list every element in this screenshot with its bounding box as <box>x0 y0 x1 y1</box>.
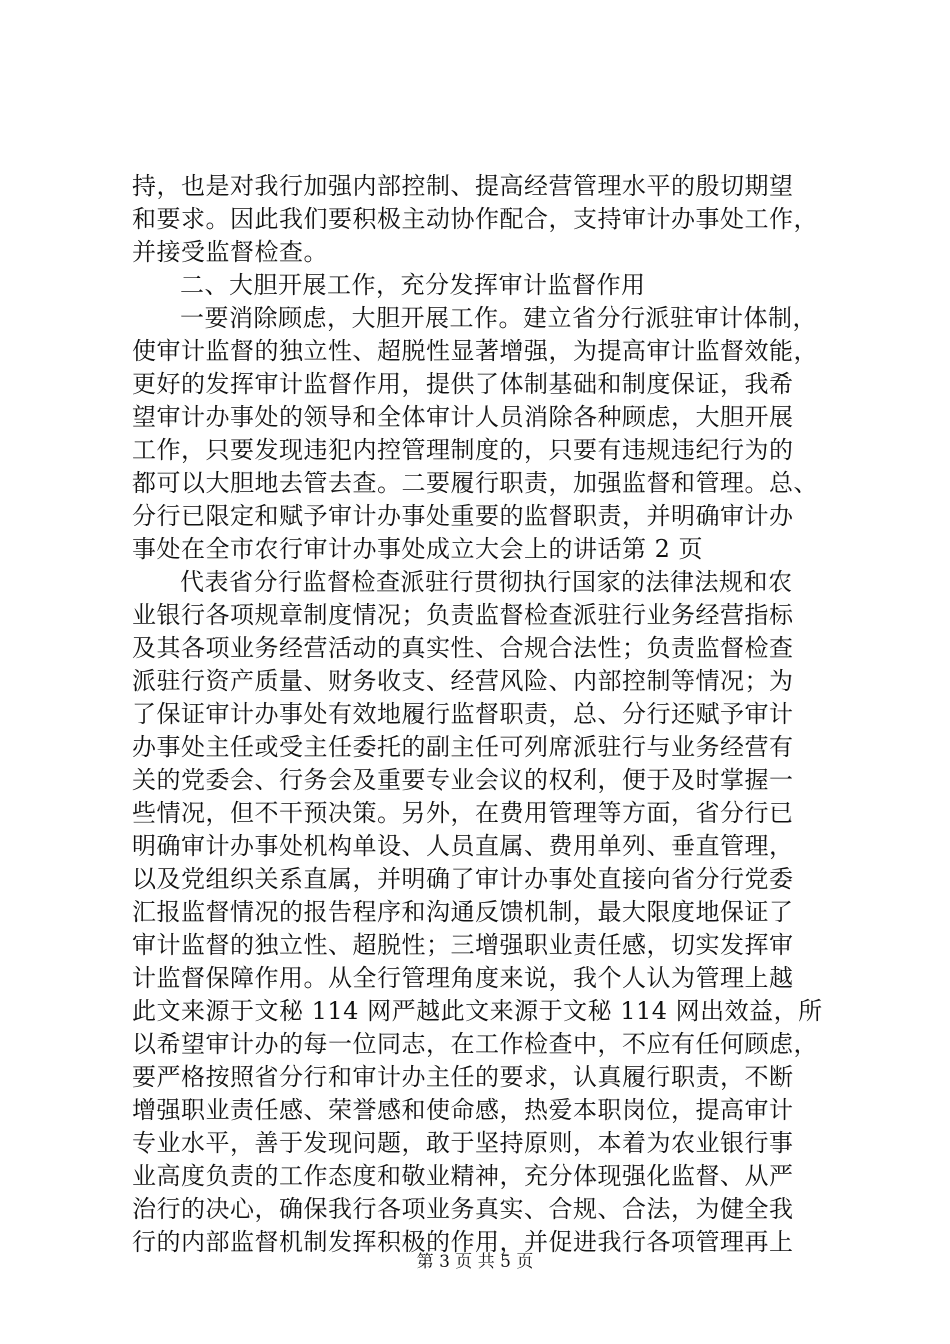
text-line: 代表省分行监督检查派驻行贯彻执行国家的法律法规和农 <box>180 568 793 596</box>
text-line: 治行的决心，确保我行各项业务真实、合规、合法，为健全我 <box>132 1195 794 1223</box>
text-line: 关的党委会、行务会及重要专业会议的权利，便于及时掌握一 <box>132 766 794 794</box>
text-line: 及其各项业务经营活动的真实性、合规合法性；负责监督检查 <box>132 634 794 662</box>
document-body <box>132 170 832 1259</box>
text-line: 办事处主任或受主任委托的副主任可列席派驻行与业务经营有 <box>132 733 794 761</box>
text-line: 业高度负责的工作态度和敬业精神，充分体现强化监督、从严 <box>132 1162 794 1190</box>
text-line: 行的内部监督机制发挥积极的作用，并促进我行各项管理再上 <box>132 1228 794 1256</box>
text-line: 要严格按照省分行和审计办主任的要求，认真履行职责，不断 <box>132 1063 794 1091</box>
text-line: 了保证审计办事处有效地履行监督职责，总、分行还赋予审计 <box>132 700 794 728</box>
text-line: 增强职业责任感、荣誉感和使命感，热爱本职岗位，提高审计 <box>132 1096 794 1124</box>
text-line: 使审计监督的独立性、超脱性显著增强，为提高审计监督效能， <box>132 337 818 365</box>
text-line: 此文来源于文秘 114 网严越此文来源于文秘 114 网出效益，所 <box>132 997 823 1025</box>
text-line: 分行已限定和赋予审计办事处重要的监督职责，并明确审计办 <box>132 502 794 530</box>
text-line: 派驻行资产质量、财务收支、经营风险、内部控制等情况；为 <box>132 667 794 695</box>
text-line: 和要求。因此我们要积极主动协作配合，支持审计办事处工作， <box>132 205 818 233</box>
text-line: 以希望审计办的每一位同志，在工作检查中，不应有任何顾虑， <box>132 1030 818 1058</box>
text-line: 工作，只要发现违犯内控管理制度的，只要有违规违纪行为的 <box>132 436 794 464</box>
text-line: 计监督保障作用。从全行管理角度来说，我个人认为管理上越 <box>132 964 794 992</box>
text-line: 望审计办事处的领导和全体审计人员消除各种顾虑，大胆开展 <box>132 403 794 431</box>
text-line: 二、大胆开展工作，充分发挥审计监督作用 <box>180 271 646 299</box>
text-line: 持，也是对我行加强内部控制、提高经营管理水平的殷切期望 <box>132 172 794 200</box>
text-line: 业银行各项规章制度情况；负责监督检查派驻行业务经营指标 <box>132 601 794 629</box>
page-footer: 第 3 页 共 5 页 <box>416 1252 534 1272</box>
text-line: 并接受监督检查。 <box>132 238 328 266</box>
text-line: 都可以大胆地去管去查。二要履行职责，加强监督和管理。总、 <box>132 469 818 497</box>
text-line: 以及党组织关系直属，并明确了审计办事处直接向省分行党委 <box>132 865 794 893</box>
text-line: 些情况，但不干预决策。另外，在费用管理等方面，省分行已 <box>132 799 794 827</box>
text-line: 一要消除顾虑，大胆开展工作。建立省分行派驻审计体制， <box>180 304 817 332</box>
text-line: 审计监督的独立性、超脱性；三增强职业责任感，切实发挥审 <box>132 931 794 959</box>
text-line: 专业水平，善于发现问题，敢于坚持原则，本着为农业银行事 <box>132 1129 794 1157</box>
text-line: 事处在全市农行审计办事处成立大会上的讲话第 2 页 <box>132 535 704 563</box>
text-line: 更好的发挥审计监督作用，提供了体制基础和制度保证，我希 <box>132 370 794 398</box>
text-line: 汇报监督情况的报告程序和沟通反馈机制，最大限度地保证了 <box>132 898 794 926</box>
text-line: 明确审计办事处机构单设、人员直属、费用单列、垂直管理， <box>132 832 794 860</box>
